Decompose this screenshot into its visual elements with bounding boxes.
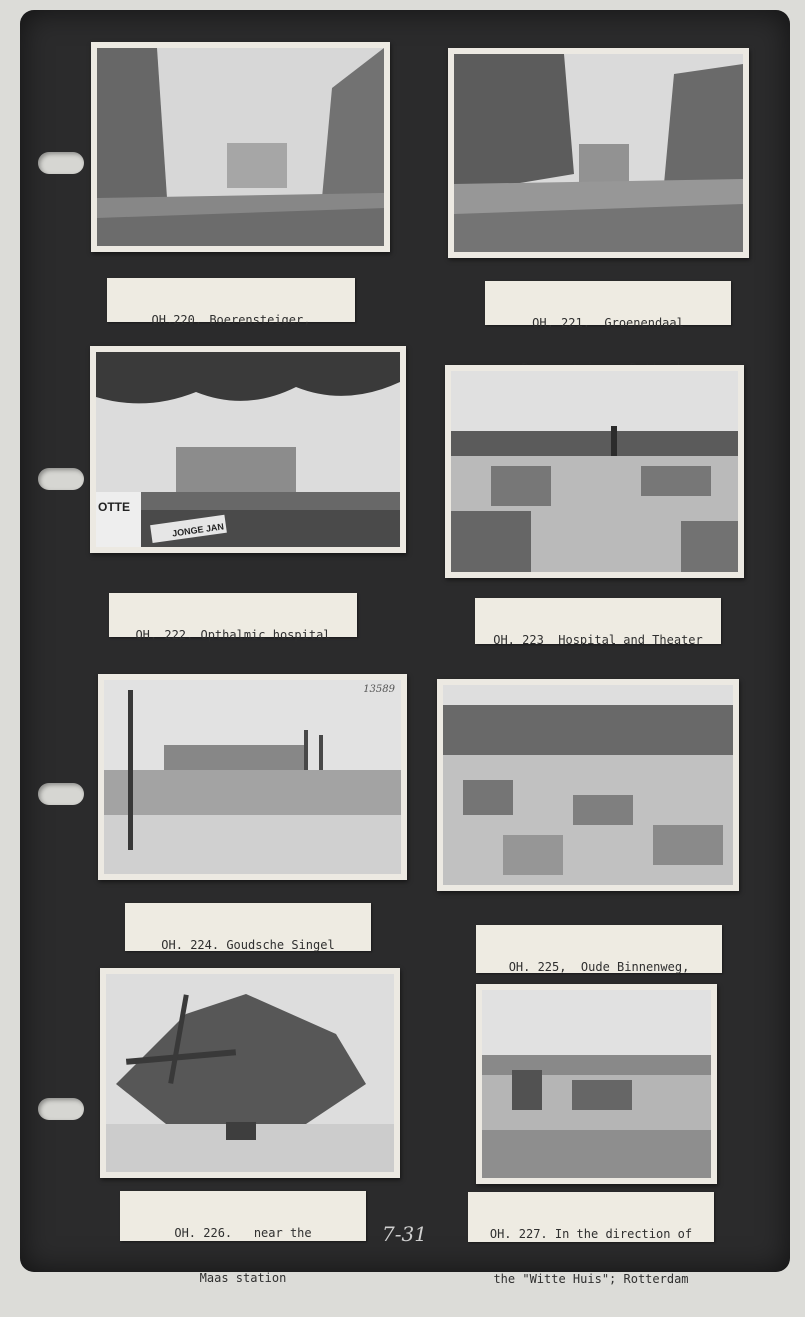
photo-goudsche-singel [104, 680, 401, 874]
caption-line1: OH. 226. near the [174, 1226, 312, 1240]
photo-aerial-devastation [443, 685, 733, 885]
caption-line1: OH. 227. In the direction of [489, 1227, 693, 1241]
caption-line1: OH. 221. Groenendaal [532, 316, 684, 330]
caption-line2: the "Witte Huis"; Rotterdam [493, 1272, 689, 1286]
boat-name-text: JONGE JAN [171, 521, 225, 539]
photo-227[interactable] [476, 984, 717, 1184]
caption-223 [475, 598, 721, 647]
caption-224 [125, 903, 371, 951]
caption-226 [120, 1191, 366, 1285]
photo-ruined-buildings [454, 54, 743, 252]
binder-hole [38, 152, 84, 174]
corner-number: 13589 [363, 684, 395, 695]
page-number: 7-31 [382, 1222, 427, 1246]
photo-223[interactable] [445, 365, 744, 578]
caption-line1: OH. 224. Goudsche Singel [161, 938, 335, 952]
photo-aerial-ruins [451, 371, 738, 572]
caption-line1: OH. 222. Opthalmic hospital [135, 628, 331, 642]
caption-220 [107, 278, 355, 327]
boat-hull-text: OTTE [98, 500, 130, 514]
binder-hole [38, 783, 84, 805]
photo-226[interactable] [100, 968, 400, 1178]
photo-witte-huis-direction [482, 990, 711, 1178]
caption-221 [485, 281, 731, 330]
binder-hole [38, 1098, 84, 1120]
caption-line1: OH. 223 Hospital and Theater [493, 633, 703, 647]
binder-hole [38, 468, 84, 490]
photo-225[interactable] [437, 679, 739, 891]
caption-line1: OH.220. Boerensteiger, [151, 313, 311, 327]
caption-227 [468, 1192, 714, 1286]
photo-221[interactable] [448, 48, 749, 258]
photo-ruined-street [97, 48, 384, 246]
caption-222 [109, 593, 357, 642]
photo-222[interactable] [90, 346, 406, 553]
photo-224[interactable] [98, 674, 407, 880]
caption-225 [476, 925, 722, 973]
photo-hospital-harbour [96, 352, 400, 547]
album-page [20, 10, 790, 1286]
caption-line1: OH. 225, Oude Binnenweg, [508, 960, 690, 974]
photo-220[interactable] [91, 42, 390, 252]
caption-line2: Maas station [199, 1271, 287, 1285]
photo-wrecked-aircraft [106, 974, 394, 1172]
